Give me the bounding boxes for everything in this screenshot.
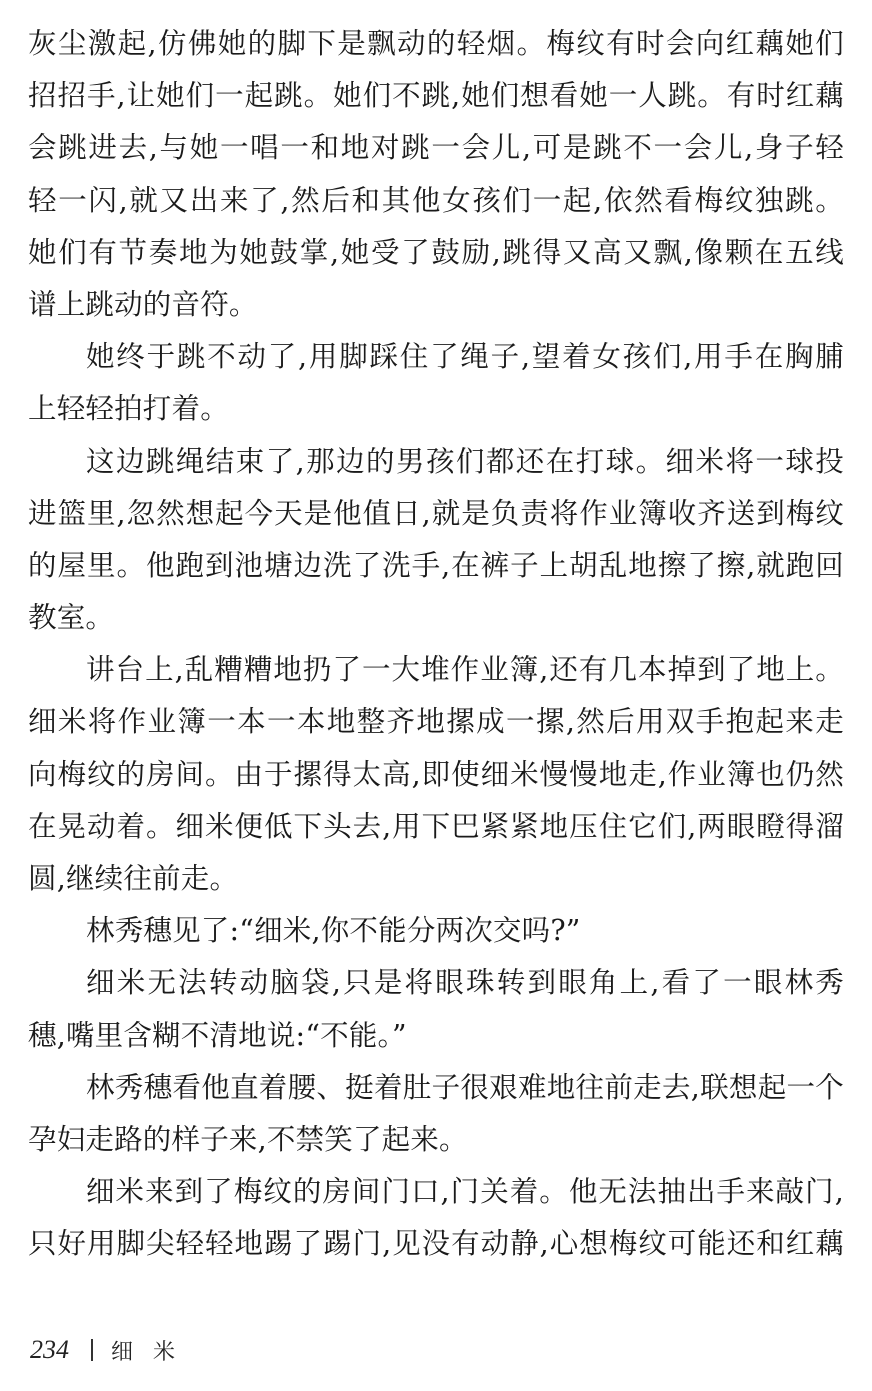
text-line: 林秀穗见了:“细米,你不能分两次交吗?”: [86, 914, 581, 948]
text-line: 穗,嘴里含糊不清地说:“不能。”: [28, 1018, 407, 1052]
page-number: 234: [30, 1335, 69, 1364]
footer-divider: [91, 1339, 93, 1361]
text-line: 进篮里,忽然想起今天是他值日,就是负责将作业簿收齐送到梅纹: [28, 496, 844, 530]
text-line: 孕妇走路的样子来,不禁笑了起来。: [28, 1122, 468, 1156]
text-line: 细米将作业簿一本一本地整齐地摞成一摞,然后用双手抱起来走: [28, 705, 844, 739]
page-footer: [30, 1330, 195, 1370]
text-line: 上轻轻拍打着。: [28, 392, 229, 426]
text-line: 细米来到了梅纹的房间门口,门关着。他无法抽出手来敲门,: [86, 1175, 844, 1209]
text-line: 谱上跳动的音符。: [28, 287, 258, 321]
text-line: 圆,继续往前走。: [28, 862, 239, 895]
text-line: 讲台上,乱糟糟地扔了一大堆作业簿,还有几本掉到了地上。: [86, 653, 844, 687]
text-line: 向梅纹的房间。由于摞得太高,即使细米慢慢地走,作业簿也仍然: [28, 757, 844, 791]
text-line: 的屋里。他跑到池塘边洗了洗手,在裤子上胡乱地擦了擦,就跑回: [28, 548, 844, 582]
text-line: 灰尘激起,仿佛她的脚下是飘动的轻烟。梅纹有时会向红藕她们: [28, 27, 844, 60]
text-line: 在晃动着。细米便低下头去,用下巴紧紧地压住它们,两眼瞪得溜: [28, 809, 844, 843]
text-line: 她终于跳不动了,用脚踩住了绳子,望着女孩们,用手在胸脯: [86, 340, 844, 374]
text-line: 教室。: [28, 601, 115, 635]
body-text: [28, 18, 844, 1271]
text-line: 招招手,让她们一起跳。她们不跳,她们想看她一人跳。有时红藕: [28, 79, 844, 113]
text-line: 只好用脚尖轻轻地踢了踢门,见没有动静,心想梅纹可能还和红藕: [28, 1227, 844, 1261]
running-title: 细米: [111, 1339, 196, 1365]
text-line: 细米无法转动脑袋,只是将眼珠转到眼角上,看了一眼林秀: [86, 966, 844, 1000]
text-line: 会跳进去,与她一唱一和地对跳一会儿,可是跳不一会儿,身子轻: [28, 131, 844, 165]
text-line: 她们有节奏地为她鼓掌,她受了鼓励,跳得又高又飘,像颗在五线: [28, 235, 844, 269]
text-line: 林秀穗看他直着腰、挺着肚子很艰难地往前走去,联想起一个: [86, 1070, 844, 1104]
text-line: 轻一闪,就又出来了,然后和其他女孩们一起,依然看梅纹独跳。: [28, 183, 844, 217]
text-line: 这边跳绳结束了,那边的男孩们都还在打球。细米将一球投: [86, 444, 844, 478]
